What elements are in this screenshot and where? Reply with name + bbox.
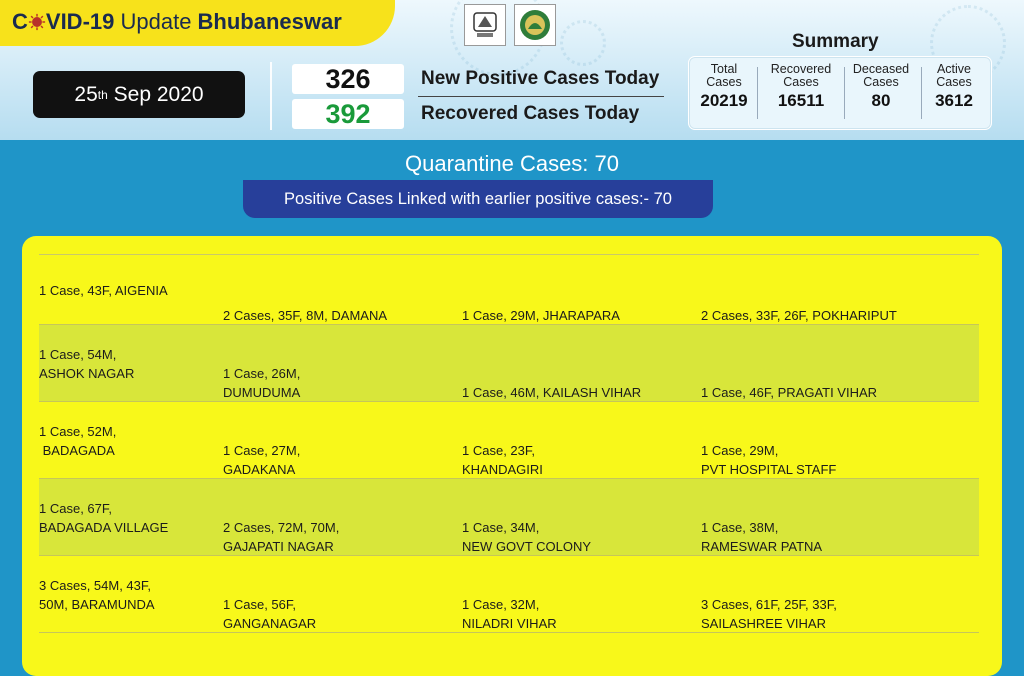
cell-line: 1 Case, 46F, PRAGATI VIHAR: [701, 385, 878, 400]
table-cell: [701, 383, 877, 402]
cell-line: 2 Cases, 33F, 26F, POKHARIPUT: [701, 308, 897, 323]
page-title: [12, 9, 342, 35]
cell-line: 50M, BARAMUNDA: [39, 597, 155, 612]
summary-value: 20219: [700, 91, 748, 110]
table-cell: [701, 518, 822, 556]
table-cell: [462, 595, 557, 633]
cell-line: 1 Case, 46M, KAILASH VIHAR: [462, 385, 642, 400]
title-covid: VID-19: [45, 9, 121, 34]
recovered-label: Recovered Cases Today: [421, 103, 640, 124]
summary-active: [925, 63, 983, 111]
summary-label: Cases: [783, 75, 819, 89]
title-letter-c: C: [12, 9, 28, 34]
cell-line: ASHOK NAGAR: [39, 366, 135, 381]
summary-label: Active: [936, 62, 972, 76]
cell-line: BADAGADA VILLAGE: [39, 520, 169, 535]
summary-divider: [921, 67, 922, 119]
table-row: [39, 402, 979, 479]
title-city: Bhubaneswar: [197, 9, 342, 34]
summary-total: [695, 63, 753, 111]
cell-line: NEW GOVT COLONY: [462, 539, 592, 554]
cell-line: GANGANAGAR: [223, 616, 317, 631]
cell-line: 2 Cases, 35F, 8M, DAMANA: [223, 308, 387, 323]
summary-label: Recovered: [770, 62, 832, 76]
table-row: [39, 248, 979, 325]
summary-label: Cases: [706, 75, 742, 89]
quarantine-heading: Quarantine Cases: 70: [404, 151, 620, 176]
title-update: Update: [120, 9, 198, 34]
table-cell: [701, 441, 836, 479]
table-cell: [39, 345, 134, 383]
title-banner: [0, 0, 395, 46]
cell-line: BADAGADA: [39, 443, 115, 458]
odisha-emblem-icon: [464, 4, 506, 46]
summary-title: Summary: [792, 31, 879, 52]
report-date: [33, 71, 245, 118]
label-divider: [418, 96, 664, 97]
cell-line: 1 Case, 27M,: [223, 443, 301, 458]
cell-line: 1 Case, 32M,: [462, 597, 540, 612]
cell-line: 1 Case, 23F,: [462, 443, 535, 458]
table-cell: [462, 441, 543, 479]
summary-label: Cases: [936, 75, 972, 89]
cell-line: GADAKANA: [223, 462, 296, 477]
summary-label: Cases: [863, 75, 899, 89]
cell-line: 1 Case, 54M,: [39, 347, 117, 362]
table-cell: [462, 383, 641, 402]
summary-label: Total: [710, 62, 738, 76]
cell-line: 1 Case, 29M,: [701, 443, 779, 458]
cases-table: [22, 236, 1002, 676]
date-suffix: th: [97, 87, 108, 102]
summary-value: 16511: [777, 91, 825, 110]
summary-value: 80: [871, 91, 891, 110]
cell-line: 1 Case, 56F,: [223, 597, 296, 612]
cell-line: 1 Case, 52M,: [39, 424, 117, 439]
summary-divider: [757, 67, 758, 119]
cell-line: 1 Case, 29M, JHARAPARA: [462, 308, 620, 323]
table-row: [39, 556, 979, 633]
summary-value: 3612: [935, 91, 973, 110]
table-cell: [223, 364, 300, 402]
table-row: [39, 325, 979, 402]
cell-line: 3 Cases, 54M, 43F,: [39, 578, 151, 593]
table-cell: [223, 595, 316, 633]
cell-line: RAMESWAR PATNA: [701, 539, 823, 554]
table-cell: [701, 595, 837, 633]
summary-divider: [844, 67, 845, 119]
table-row: [39, 479, 979, 556]
cell-line: 2 Cases, 72M, 70M,: [223, 520, 340, 535]
summary-box: [688, 56, 992, 130]
table-cell: [39, 281, 168, 300]
summary-label: Deceased: [852, 62, 910, 76]
summary-recovered: [763, 63, 839, 111]
table-cell: [462, 306, 620, 325]
cell-line: NILADRI VIHAR: [462, 616, 557, 631]
table-cell: [39, 499, 168, 537]
summary-deceased: [847, 63, 915, 111]
cell-line: PVT HOSPITAL STAFF: [701, 462, 837, 477]
table-cell: [462, 518, 591, 556]
virus-decoration-icon: [560, 20, 606, 66]
cell-line: 3 Cases, 61F, 25F, 33F,: [701, 597, 837, 612]
table-cell: [39, 422, 116, 460]
new-positive-count: 326: [292, 64, 404, 94]
cell-line: KHANDAGIRI: [462, 462, 543, 477]
table-cell: [223, 518, 339, 556]
linked-cases-bar: Positive Cases Linked with earlier positive cases:- 70: [243, 180, 713, 218]
header-divider: [270, 62, 272, 130]
cell-line: 1 Case, 38M,: [701, 520, 779, 535]
virus-icon: [28, 9, 46, 34]
cell-line: 1 Case, 67F,: [39, 501, 112, 516]
table-cell: [701, 306, 897, 325]
new-positive-label: New Positive Cases Today: [421, 68, 660, 89]
cell-line: GAJAPATI NAGAR: [223, 539, 334, 554]
cell-line: 1 Case, 43F, AIGENIA: [39, 283, 168, 298]
table-cell: [223, 306, 387, 325]
cell-line: SAILASHREE VIHAR: [701, 616, 826, 631]
table-cell: [223, 441, 300, 479]
table-cell: [39, 576, 155, 614]
date-day: 25: [74, 82, 98, 106]
cell-line: 1 Case, 26M,: [223, 366, 301, 381]
cell-line: 1 Case, 34M,: [462, 520, 540, 535]
recovered-count: 392: [292, 99, 404, 129]
date-month-year: Sep 2020: [107, 82, 204, 106]
cell-line: DUMUDUMA: [223, 385, 301, 400]
bmc-logo-icon: [514, 4, 556, 46]
